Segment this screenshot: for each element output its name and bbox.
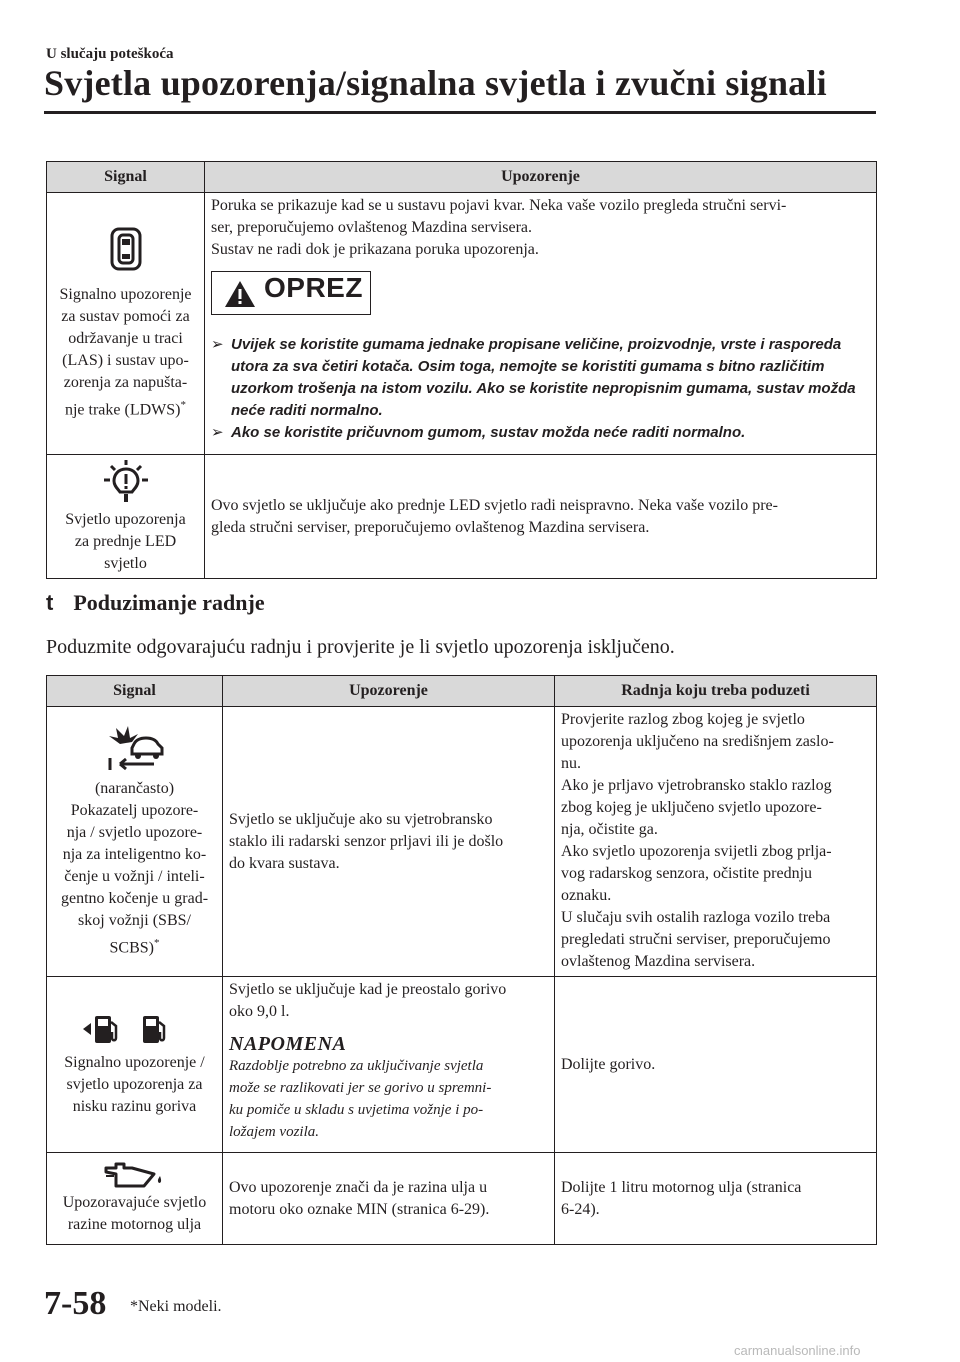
- signal-label: zorenja za napušta-: [63, 373, 188, 391]
- page-number: 7-58: [44, 1285, 107, 1322]
- action-text: nu.: [561, 755, 581, 772]
- warning-table-1: [46, 161, 877, 579]
- table-row: [47, 1153, 877, 1245]
- signal-label: za prednje LED: [74, 532, 177, 550]
- note-title: NAPOMENA: [229, 1033, 347, 1055]
- caution-box: [211, 271, 371, 315]
- action-text: Ako svjetlo upozorenja svijetli zbog prlja-: [561, 843, 832, 860]
- header-signal: Signal: [47, 162, 205, 193]
- signal-label: nisku razinu goriva: [72, 1097, 197, 1115]
- header-warning: Upozorenje: [205, 162, 877, 193]
- action-text: 6-24).: [561, 1200, 600, 1218]
- note-text: ložajem vozila.: [229, 1124, 319, 1140]
- page-title: Svjetla upozorenja/signalna svjetla i zvučni signali: [44, 63, 827, 103]
- caution-label: OPREZ: [264, 272, 363, 303]
- warning-cell: [223, 1153, 555, 1245]
- table-row: [47, 193, 877, 455]
- section-heading: t Poduzimanje radnje: [46, 590, 265, 615]
- title-rule: [44, 111, 876, 114]
- signal-label: svjetlo: [104, 554, 147, 572]
- signal-label: gentno kočenje u grad-: [60, 889, 209, 907]
- signal-cell: [47, 707, 223, 977]
- signal-label: svjetlo upozorenja za: [66, 1075, 203, 1093]
- action-text: zbog kojeg je uključeno svjetlo upozore-: [561, 799, 822, 816]
- signal-label: održavanje u traci: [68, 329, 183, 347]
- signal-label: za sustav pomoći za: [61, 307, 190, 325]
- section-label: U slučaju poteškoća: [46, 46, 174, 62]
- signal-label: Signalno upozorenje: [59, 285, 192, 303]
- signal-cell: [47, 455, 205, 579]
- warning-text: gleda stručni serviser, preporučujemo ovlaštenog Mazdina servisera.: [211, 518, 650, 536]
- warning-cell: [223, 977, 555, 1153]
- signal-label: nje trake (LDWS)*: [64, 398, 186, 419]
- table-row: [47, 455, 877, 579]
- warning-text: Svjetlo se uključuje ako su vjetrobransko: [229, 810, 493, 828]
- action-text: oznaku.: [561, 887, 612, 904]
- warning-cell: [205, 455, 877, 579]
- lane-assist-warning-icon: [51, 226, 200, 272]
- low-fuel-icon: [51, 1012, 218, 1046]
- signal-label: čenje u vožnji / inteli-: [64, 867, 205, 885]
- footnote-mark: *: [180, 398, 186, 411]
- signal-label: skoj vožnji (SBS/: [78, 911, 191, 929]
- warning-text: Sustav ne radi dok je prikazana poruka upozorenja.: [211, 241, 539, 258]
- warning-text: ser, preporučujemo ovlaštenog Mazdina servisera.: [211, 219, 533, 236]
- action-text: upozorenja uključeno na središnjem zaslo-: [561, 733, 834, 750]
- warning-cell: [205, 193, 877, 455]
- sbs-collision-warning-icon: [51, 724, 218, 772]
- warning-text: oko 9,0 l.: [229, 1003, 290, 1020]
- list-item: ➢ Uvijek se koristite gumama jednake propisane veličine, proizvodnje, vrste i rasporeda utora za sva četiri kotača. Osim toga, nemojte se koristiti gumama s bitno različitim uzorkom trošenja na istom vozilu. Ako se koristite nepropisnim gumama, sustav možda neće raditi normalno.: [211, 336, 856, 419]
- warning-text: Svjetlo se uključuje kad je preostalo gorivo: [229, 981, 507, 998]
- header-signal: Signal: [47, 676, 223, 707]
- signal-cell: [47, 977, 223, 1153]
- section-marker: t: [46, 590, 54, 615]
- signal-label: Signalno upozorenje /: [64, 1053, 205, 1071]
- signal-label: (LAS) i sustav upo-: [62, 351, 189, 369]
- action-text: Dolijte gorivo.: [561, 1055, 656, 1073]
- warning-triangle-icon: [224, 280, 256, 315]
- led-headlight-warning-icon: [51, 459, 200, 503]
- action-text: nja, očistite ga.: [561, 821, 658, 838]
- action-text: Provjerite razlog zbog kojeg je svjetlo: [561, 711, 805, 728]
- warning-text: staklo ili radarski senzor prljavi ili je došlo: [229, 832, 504, 850]
- signal-label: nja za inteligentno ko-: [62, 845, 207, 863]
- action-text: Dolijte 1 litru motornog ulja (stranica: [561, 1178, 802, 1196]
- caution-list: [211, 334, 870, 444]
- watermark: carmanualsonline.info: [734, 1343, 861, 1358]
- list-item: ➢ Ako se koristite pričuvnom gumom, sustav možda neće raditi normalno.: [211, 422, 870, 444]
- warning-table-2: [46, 675, 877, 1245]
- header-warning: Upozorenje: [223, 676, 555, 707]
- arrow-bullet-icon: ➢: [211, 424, 224, 441]
- action-cell: [555, 977, 877, 1153]
- warning-text: Ovo svjetlo se uključuje ako prednje LED svjetlo radi neispravno. Neka vaše vozilo pre-: [211, 496, 778, 514]
- header-action: Radnja koju treba poduzeti: [555, 676, 877, 707]
- signal-cell: [47, 1153, 223, 1245]
- footnote-mark: *: [153, 936, 160, 949]
- footnote: *Neki modeli.: [130, 1298, 222, 1315]
- warning-cell: [223, 707, 555, 977]
- warning-text: Ovo upozorenje znači da je razina ulja u: [229, 1178, 488, 1196]
- action-text: vog radarskog senzora, očistite prednju: [561, 865, 813, 882]
- signal-label: Upozoravajuće svjetlo: [62, 1193, 207, 1211]
- table-row: [47, 977, 877, 1153]
- signal-label: (narančasto): [94, 779, 175, 797]
- table-row: [47, 707, 877, 977]
- warning-text: motoru oko oznake MIN (stranica 6-29).: [229, 1200, 490, 1218]
- signal-label: razine motornog ulja: [67, 1215, 202, 1233]
- action-text: ovlaštenog Mazdina servisera.: [561, 953, 756, 970]
- warning-text: Poruka se prikazuje kad se u sustavu pojavi kvar. Neka vaše vozilo pregleda stručni servi-: [211, 197, 787, 214]
- warning-text: do kvara sustava.: [229, 854, 340, 872]
- signal-cell: [47, 193, 205, 455]
- note-text: ku pomiče u skladu s uvjetima vožnje i po-: [229, 1102, 484, 1118]
- signal-label: Pokazatelj upozore-: [70, 801, 199, 819]
- note-text: Razdoblje potrebno za uključivanje svjetla: [229, 1058, 484, 1074]
- section-intro: Poduzmite odgovarajuću radnju i provjerite je li svjetlo upozorenja isključeno.: [46, 636, 675, 658]
- action-text: pregledati stručni serviser, preporučujemo: [561, 931, 831, 948]
- arrow-bullet-icon: ➢: [211, 336, 224, 353]
- action-cell: [555, 1153, 877, 1245]
- signal-label: Svjetlo upozorenja: [65, 510, 186, 528]
- oil-level-icon: [51, 1162, 218, 1188]
- note-text: može se razlikovati jer se gorivo u spremni-: [229, 1080, 492, 1096]
- action-cell: [555, 707, 877, 977]
- action-text: Ako je prljavo vjetrobransko staklo razlog: [561, 777, 832, 794]
- action-text: U slučaju svih ostalih razloga vozilo treba: [561, 909, 831, 926]
- signal-label: SCBS)*: [109, 936, 160, 957]
- signal-label: nja / svjetlo upozore-: [66, 823, 203, 841]
